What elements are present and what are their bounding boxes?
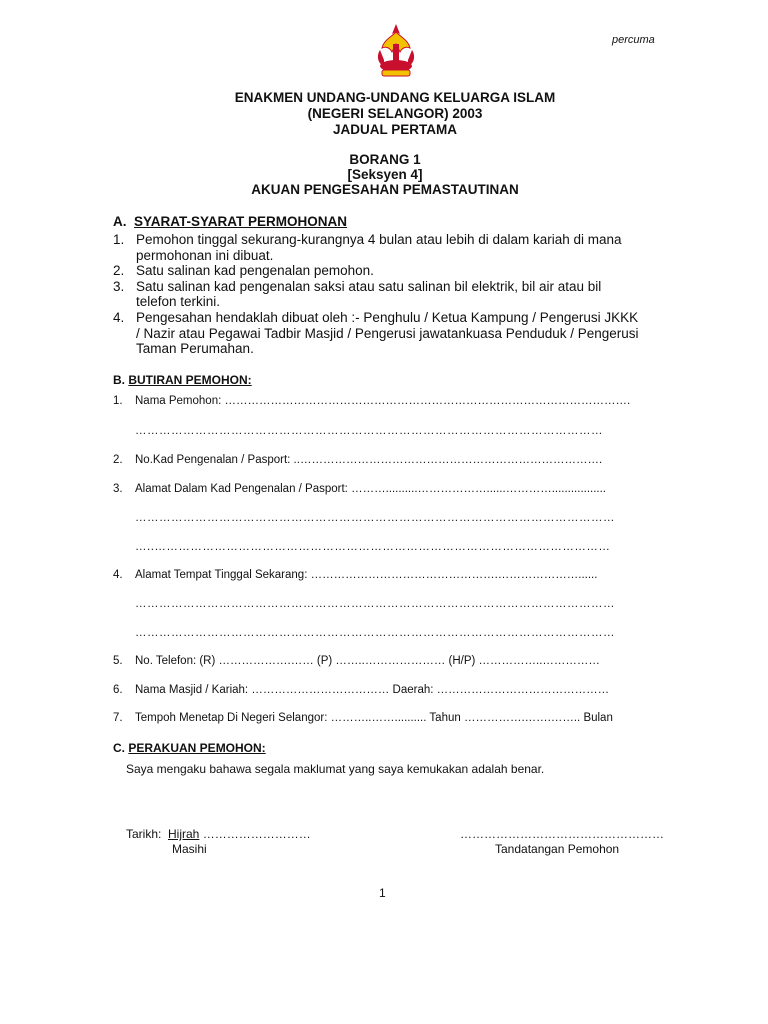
current-address-line[interactable]: ………………………………………………………………………………………………………… bbox=[135, 627, 615, 639]
page-number: 1 bbox=[379, 886, 386, 900]
section-title: SYARAT-SYARAT PERMOHONAN bbox=[134, 214, 348, 229]
current-address-line[interactable]: ………………………………………………………………………………………………………… bbox=[135, 598, 615, 610]
declaration-text: Saya mengaku bahawa segala maklumat yang saya kemukakan adalah benar. bbox=[126, 762, 545, 776]
list-item: 2. Satu salinan kad pengenalan pemohon. bbox=[113, 263, 374, 279]
form-name: AKUAN PENGESAHAN PEMASTAUTINAN bbox=[251, 182, 519, 197]
applicant-name-line[interactable]: ……………………………………………………………………………………………………… bbox=[135, 425, 603, 437]
ic-address-field[interactable]: 3. Alamat Dalam Kad Pengenalan / Pasport: ………..........………………......…………................. bbox=[113, 483, 607, 495]
masihi-label: Masihi bbox=[172, 842, 207, 856]
section-b-heading: B. BUTIRAN PEMOHON: bbox=[113, 373, 252, 387]
enactment-title bbox=[0, 90, 768, 138]
section-letter: A. bbox=[113, 214, 127, 229]
selangor-crest-icon bbox=[370, 22, 422, 82]
list-item: 4. Pengesahan hendaklah dibuat oleh :- Penghulu / Ketua Kampung / Pengerusi JKKK / Nazir atau Pegawai Tadbir Masjid / Pengerusi jawatankuasa Penduduk / Pengerusi Taman Perumahan. bbox=[113, 309, 639, 357]
title-line: ENAKMEN UNDANG-UNDANG KELUARGA ISLAM bbox=[234, 90, 556, 105]
signature-line[interactable]: …………………………………………… bbox=[460, 827, 664, 841]
form-number: BORANG 1 bbox=[349, 152, 421, 167]
applicant-name-field[interactable]: 1. Nama Pemohon: ……………………………………………………………………………………………. bbox=[113, 395, 631, 407]
form-section: [Seksyen 4] bbox=[347, 167, 423, 182]
title-line: JADUAL PERTAMA bbox=[332, 122, 457, 137]
hijrah-label: Hijrah bbox=[168, 827, 200, 841]
form-title bbox=[0, 152, 768, 197]
title-line: (NEGERI SELANGOR) 2003 bbox=[307, 106, 483, 121]
section-a-heading bbox=[113, 214, 347, 229]
ic-address-line[interactable]: …..…………………………………………………………………………………………………… bbox=[135, 541, 611, 553]
hijrah-date-line[interactable]: ……………………… bbox=[202, 827, 311, 841]
date-hijrah-row: Tarikh: Hijrah ……………………… bbox=[126, 827, 311, 841]
mosque-district-field[interactable]: 6. Nama Masjid / Kariah: ……………………………… Daerah: ……………………………………… bbox=[113, 684, 610, 696]
telephone-field[interactable]: 5. No. Telefon: (R) ……………….…… (P) ……..………………… (H/P) ……………..…………… bbox=[113, 655, 600, 667]
signature-label: Tandatangan Pemohon bbox=[495, 842, 620, 856]
section-c-heading: C. PERAKUAN PEMOHON: bbox=[113, 741, 266, 755]
free-tag: percuma bbox=[612, 34, 655, 46]
current-address-field[interactable]: 4. Alamat Tempat Tinggal Sekarang: ………………………………………….…………………...... bbox=[113, 569, 598, 581]
ic-address-line[interactable]: ………………………………………………………………………………………………………… bbox=[135, 512, 615, 524]
list-item: 1. Pemohon tinggal sekurang-kurangnya 4 bulan atau lebih di dalam kariah di mana permohonan ini dibuat. bbox=[113, 232, 622, 263]
residence-duration-field[interactable]: 7. Tempoh Menetap Di Negeri Selangor: ………..…….......... Tahun …………….…….…….. Bulan bbox=[113, 712, 613, 724]
list-item: 3. Satu salinan kad pengenalan saksi atau satu salinan bil elektrik, bil air atau bil telefon terkini. bbox=[113, 278, 602, 310]
ic-passport-field[interactable]: 2. No.Kad Pengenalan / Pasport: ..……………………………………………………………………. bbox=[113, 454, 603, 466]
requirements-list bbox=[113, 232, 673, 357]
